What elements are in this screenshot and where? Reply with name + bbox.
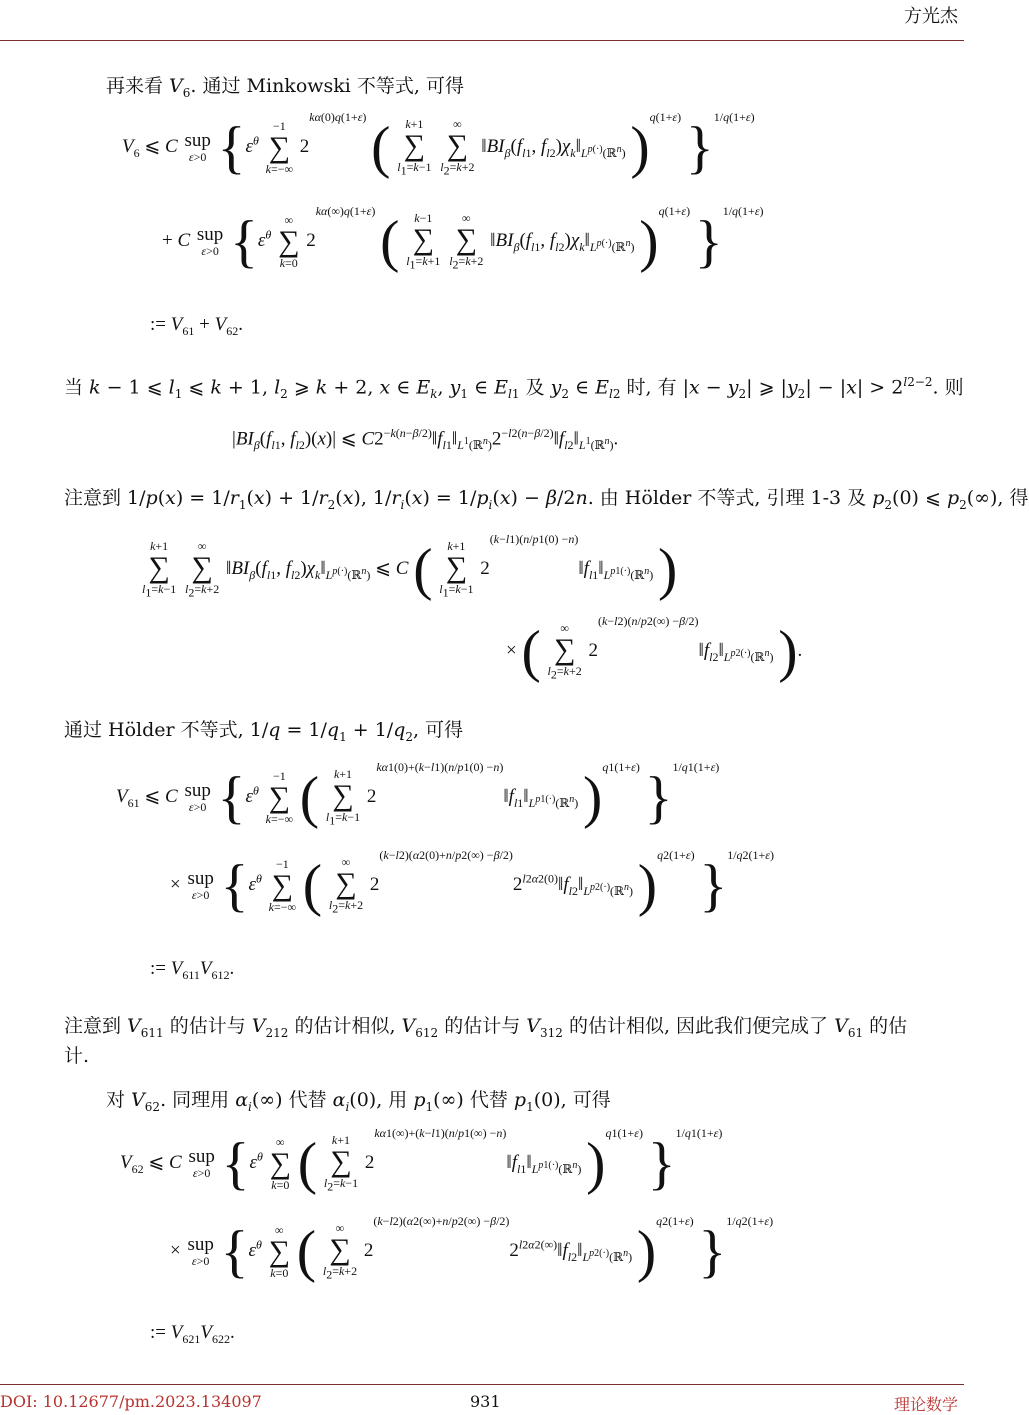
equation-v62-def: := $V_{621}V_{622}$. — [150, 1322, 235, 1346]
equation-v6-line1: $V_6$ ⩽ C sup ε>0 {$\varepsilon^\theta$ −1 ∑ k=−∞ $2^{k\alpha(0)q(1+\varepsilon)}$ ( k+1 ∑ $l_1=k-1$ ∞ ∑ $l_2=k+2$ $‖BI_\beta(f_{l1}$, $f_{l2})\chi_k‖_{L^{p(\cdot)}(ℝ^n)}$ )$^{q(1+\varepsilon)}$ }$^{1/q(1+\varepsilon)}$ — [122, 110, 755, 180]
equation-bi-bound: $|BI_\beta(f_{l1}$, $f_{l2})(x)|$ ⩽ $C2^{-k(n-\beta/2)}‖f_{l1}‖_{L^1(ℝ^n)}2^{-l2(n-\beta/2)}‖f_{l2}‖_{L^1(ℝ^n)}$. — [232, 426, 619, 453]
paragraph-intro-v6: 再来看 $V_6$. 通过 Minkowski 不等式, 可得 — [106, 75, 464, 100]
paragraph-holder-2: 通过 Hölder 不等式, $1/q = 1/q_1 + 1/q_2$, 可得 — [64, 719, 464, 744]
equation-v61-def: := $V_{611}V_{612}$. — [150, 958, 235, 982]
header-rule — [0, 40, 964, 41]
footer-rule — [0, 1384, 964, 1385]
equation-v61-line1: $V_{61}$ ⩽ C sup ε>0 {$\varepsilon^\theta$ −1 ∑ k=−∞ ( k+1 ∑ $l_1=k-1$ $2^{k\alpha 1(0)+(k-l1)(n/p1(0) -n)}‖f_{l1}‖_{L^{p1(\cdot)}(ℝ^n)}$ )$^{q1(1+\varepsilon)}$ }$^{1/q1(1+\varepsilon)}$ — [116, 760, 720, 830]
page-header — [0, 0, 964, 40]
header-author: 方光杰 — [904, 6, 958, 27]
paragraph-holder-1: 注意到 $1/p(x) = 1/r_1(x) + 1/r_2(x)$, $1/r_i(x) = 1/p_i(x) - \beta/2n$. 由 Hölder 不等式, 引理 1-3 及 $p_2(0)$ ⩽ $p_2(\infty)$, 得 — [64, 487, 1029, 512]
page-number: 931 — [470, 1392, 501, 1411]
equation-double-sum-line2: × ( ∞ ∑ $l_2=k+2$ $2^{(k-l2)(n/p2(\infty) -\beta/2)}‖f_{l2}‖_{L^{p2(\cdot)}(ℝ^n)}$ ). — [506, 614, 803, 684]
doi-link[interactable]: DOI: 10.12677/pm.2023.134097 — [0, 1392, 262, 1411]
paragraph-condition: 当 k − 1 ⩽ $l_1$ ⩽ k + 1, $l_2$ ⩾ k + 2, x ∈ $E_k$, $y_1$ ∈ $E_{l1}$ 及 $y_2$ ∈ $E_{l2}$ 时, 有 $|x - y_2|$ ⩾ $|y_2| - |x| > 2^{l2-2}$. 则 — [64, 375, 964, 402]
paragraph-similar-estimates-end: 计. — [64, 1045, 90, 1067]
equation-v6-def: := $V_{61} + V_{62}$. — [150, 314, 243, 338]
equation-v62-line1: $V_{62}$ ⩽ C sup ε>0 {$\varepsilon^\theta$ ∞ ∑ k=0 ( k+1 ∑ $l_2=k-1$ $2^{k\alpha 1(\infty)+(k-l1)(n/p1(\infty) -n)}‖f_{l1}‖_{L^{p1(\cdot)}(ℝ^n)}$ )$^{q1(1+\varepsilon)}$ }$^{1/q1(1+\varepsilon)}$ — [120, 1126, 723, 1196]
equation-v6-line2: + C sup ε>0 {$\varepsilon^\theta$ ∞ ∑ k=0 $2^{k\alpha(\infty)q(1+\varepsilon)}$ ( k−1 ∑ $l_1=k+1$ ∞ ∑ $l_2=k+2$ $‖BI_\beta(f_{l1}$, $f_{l2})\chi_k‖_{L^{p(\cdot)}(ℝ^n)}$ )$^{q(1+\varepsilon)}$ }$^{1/q(1+\varepsilon)}$ — [162, 204, 764, 274]
journal-name: 理论数学 — [893, 1395, 958, 1414]
page-footer — [0, 1384, 964, 1414]
equation-double-sum-line1: k+1 ∑ $l_1=k-1$ ∞ ∑ $l_2=k+2$ $‖BI_\beta(f_{l1}$, $f_{l2})\chi_k‖_{L^{p(\cdot)}(ℝ^n)}$ ⩽ C ( k+1 ∑ $l_1=k-1$ $2^{(k-l1)(n/p1(0) -n)}‖f_{l1}‖_{L^{p1(\cdot)}(ℝ^n)}$ ) — [142, 532, 678, 602]
paragraph-v62: 对 $V_{62}$. 同理用 $\alpha_i(\infty)$ 代替 $\alpha_i(0)$, 用 $p_1(\infty)$ 代替 $p_1(0)$, 可得 — [106, 1089, 611, 1114]
equation-v62-line2: × sup ε>0 {$\varepsilon^\theta$ ∞ ∑ k=0 ( ∞ ∑ $l_2=k+2$ $2^{(k-l2)(\alpha 2(\infty)+n/p2(\infty) -\beta/2)}2^{l2\alpha 2(\infty)}‖f_{l2}‖_{L^{p2(\cdot)}(ℝ^n)}$ )$^{q2(1+\varepsilon)}$ }$^{1/q2(1+\varepsilon)}$ — [170, 1214, 774, 1284]
equation-v61-line2: × sup ε>0 {$\varepsilon^\theta$ −1 ∑ k=−∞ ( ∞ ∑ $l_2=k+2$ $2^{(k-l2)(\alpha 2(0)+n/p2(\infty) -\beta/2)}2^{l2\alpha 2(0)}‖f_{l2}‖_{L^{p2(\cdot)}(ℝ^n)}$ )$^{q2(1+\varepsilon)}$ }$^{1/q2(1+\varepsilon)}$ — [170, 848, 775, 918]
paragraph-similar-estimates: 注意到 $V_{611}$ 的估计与 $V_{212}$ 的估计相似, $V_{612}$ 的估计与 $V_{312}$ 的估计相似, 因此我们便完成了 $V_{61}$ 的估 — [64, 1015, 908, 1040]
